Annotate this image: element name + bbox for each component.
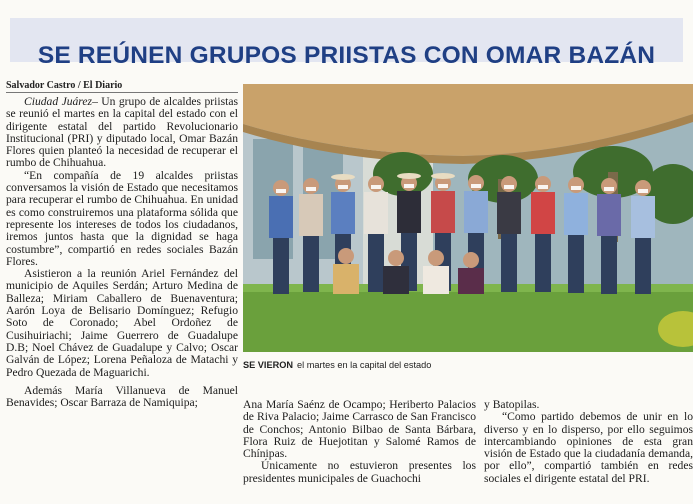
lead-text: – Un grupo de alcaldes priistas se reunió el martes en la capital del estado con el dirigente estatal del partido Revolucionario Institucional (PRI) y diputado local, Omar Bazán Flores quien planteó la necesidad de recuperar el rumbo de Chihuahua.: [6, 96, 238, 170]
paragraph: Asistieron a la reunión Ariel Fernández del municipio de Aquiles Serdán; Arturo Medina de Balleza; Miriam Caballero de Buenaventura; Aarón Loya de Belisario Domínguez; Refugio Soto de Coronado; Abel Ordoñez de Cusihuiriachi; Jaime Guerrero de Guadalupe D.B; Noel Chávez de Guadalupe y Calvo; Oscar Galván de López; Lorena Peñaloza de Matachi y Pedro Quezada de Maguarichi.: [6, 267, 238, 379]
headline-band: [10, 18, 683, 70]
article-column-3: [484, 399, 693, 485]
dateline: Ciudad Juárez: [24, 96, 93, 108]
photo-caption: [243, 360, 693, 370]
paragraph: “En compañía de 19 alcaldes priistas conversamos la visión de Estado que necesitamos para recuperar el rumbo de Chihuahua. En unidad es como construiremos una plataforma sólida que represente los intereses de todos los ciudadanos, iremos juntos hasta que la dignidad se haga costumbre”, compartió en redes sociales Bazán Flores.: [6, 168, 238, 268]
paragraph: “Como partido debemos de unir en lo diverso y en lo disperso, por ello seguimos intercambiando opiniones de esta gran visión de Estado que la ciudadanía demanda, por ello”, compartió también en redes sociales el dirigente estatal del PRI.: [484, 410, 693, 485]
paragraph: y Batopilas.: [484, 398, 540, 411]
group-photo-illustration: [243, 84, 693, 352]
caption-text: el martes en la capital del estado: [297, 360, 432, 370]
paragraph: Además María Villanueva de Manuel Benavides; Oscar Barraza de Namiquipa;: [6, 383, 238, 410]
paragraph: [6, 96, 238, 170]
byline-rule: [6, 92, 238, 93]
headline: SE REÚNEN GRUPOS PRIISTAS CON OMAR BAZÁN: [37, 42, 656, 70]
caption-lead: SE VIERON: [243, 360, 294, 370]
article-column-1: [6, 96, 238, 504]
news-photo: [243, 84, 693, 352]
paragraph: Únicamente no estuvieron presentes los presidentes municipales de Guachochi: [243, 459, 476, 485]
byline: Salvador Castro / El Diario: [6, 80, 123, 91]
paragraph: Ana María Saénz de Ocampo; Heriberto Palacios de Riva Palacio; Jaime Carrasco de San Francisco de Conchos; Antonio Bilbao de Santa Bárbara, Flora Ruiz de Huejotitan y Salomé Ramos de Chínipas.: [243, 398, 476, 461]
article-column-2: [243, 399, 476, 485]
